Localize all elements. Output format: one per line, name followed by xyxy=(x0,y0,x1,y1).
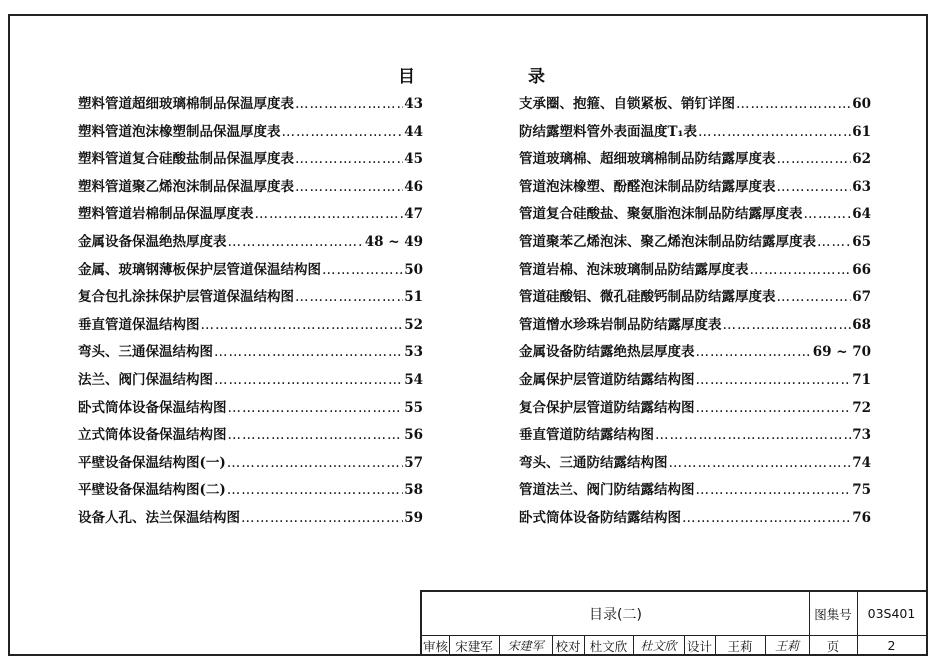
toc-entry-page: 67 xyxy=(852,289,871,306)
toc-entry-page: 47 xyxy=(404,206,423,223)
toc-entry-title: 设备人孔、法兰保温结构图 xyxy=(78,509,240,526)
toc-entry xyxy=(519,258,871,286)
toc-leader-dots xyxy=(696,344,812,360)
toc-entry-page: 54 xyxy=(404,371,423,388)
toc-entry xyxy=(78,478,423,506)
toc-leader-dots xyxy=(214,372,403,388)
toc-entry xyxy=(78,506,423,534)
toc-leader-dots xyxy=(655,427,851,443)
toc-leader-dots xyxy=(698,124,851,140)
toc-entry-title: 平壁设备保温结构图(一) xyxy=(78,454,226,471)
toc-entry-title: 管道复合硅酸盐、聚氨脂泡沫制品防结露厚度表 xyxy=(519,206,803,223)
toc-entry-page: 76 xyxy=(852,509,871,526)
toc-entry-page: 44 xyxy=(404,123,423,140)
toc-entry xyxy=(519,92,871,120)
toc-entry-title: 法兰、阀门保温结构图 xyxy=(78,371,213,388)
toc-leader-dots xyxy=(777,151,852,167)
toc-entry-title: 金属设备防结露绝热层厚度表 xyxy=(519,344,695,361)
toc-entry-title: 塑料管道岩棉制品保温厚度表 xyxy=(78,206,254,223)
toc-leader-dots xyxy=(214,344,403,360)
check-signature: 杜文欣 xyxy=(640,639,677,653)
toc-entry-title: 管道硅酸铝、微孔硅酸钙制品防结露厚度表 xyxy=(519,289,776,306)
atlas-number: 03S401 xyxy=(867,606,916,621)
toc-entry-page: 51 xyxy=(404,289,423,306)
toc-entry xyxy=(78,175,423,203)
toc-entry xyxy=(78,340,423,368)
toc-entry xyxy=(519,396,871,424)
design-label: 设计 xyxy=(686,638,712,654)
toc-leader-dots xyxy=(736,96,851,112)
toc-leader-dots xyxy=(295,96,403,112)
toc-entry-title: 垂直管道防结露结构图 xyxy=(519,427,654,444)
toc-entry-page: 65 xyxy=(852,233,871,250)
toc-leader-dots xyxy=(723,317,852,333)
toc-entry-title: 弯头、三通保温结构图 xyxy=(78,344,213,361)
toc-entry xyxy=(519,202,871,230)
toc-entry-title: 管道法兰、阀门防结露结构图 xyxy=(519,482,695,499)
toc-entry-title: 防结露塑料管外表面温度T₁表 xyxy=(519,123,697,140)
toc-entry xyxy=(519,285,871,313)
toc-leader-dots xyxy=(696,372,852,388)
toc-leader-dots xyxy=(227,482,403,498)
toc-entry-title: 复合保护层管道防结露结构图 xyxy=(519,399,695,416)
toc-entry-page: 57 xyxy=(404,454,423,471)
toc-entry xyxy=(78,202,423,230)
toc-entry xyxy=(78,368,423,396)
toc-entry-page: 62 xyxy=(852,151,871,168)
design-name: 王莉 xyxy=(727,638,753,654)
toc-entry xyxy=(78,313,423,341)
toc-entry xyxy=(519,451,871,479)
toc-entry-title: 金属设备保温绝热厚度表 xyxy=(78,233,227,250)
toc-leader-dots xyxy=(282,124,404,140)
toc-leader-dots xyxy=(241,510,403,526)
toc-leader-dots xyxy=(255,206,404,222)
toc-heading-char-2: 录 xyxy=(528,67,545,87)
toc-entry xyxy=(78,230,423,258)
toc-entry-page: 68 xyxy=(852,316,871,333)
page-number: 2 xyxy=(887,638,896,653)
toc-entry xyxy=(519,478,871,506)
review-signature: 宋建军 xyxy=(507,639,544,653)
toc-entry xyxy=(519,313,871,341)
toc-heading-char-1: 目 xyxy=(398,67,415,87)
toc-entry xyxy=(78,147,423,175)
toc-entry xyxy=(519,175,871,203)
toc-entry-page: 69 ~ 70 xyxy=(812,344,871,361)
toc-entry-page: 58 xyxy=(404,482,423,499)
toc-leader-dots xyxy=(696,400,852,416)
toc-entry-page: 60 xyxy=(852,96,871,112)
toc-leader-dots xyxy=(295,151,403,167)
toc-leader-dots xyxy=(777,179,852,195)
toc-leader-dots xyxy=(777,289,852,305)
toc-entry-title: 管道聚苯乙烯泡沫、聚乙烯泡沫制品防结露厚度表 xyxy=(519,233,816,250)
toc-entry-page: 63 xyxy=(852,178,871,195)
toc-entry-page: 64 xyxy=(852,206,871,223)
toc-entry xyxy=(519,340,871,368)
toc-entry-title: 管道玻璃棉、超细玻璃棉制品防结露厚度表 xyxy=(519,151,776,168)
title-block xyxy=(420,590,926,656)
toc-entry-page: 46 xyxy=(404,178,423,195)
toc-entry-title: 管道岩棉、泡沫玻璃制品防结露厚度表 xyxy=(519,261,749,278)
toc-entry-page: 66 xyxy=(852,261,871,278)
toc-entry xyxy=(78,120,423,148)
toc-entry-title: 金属、玻璃钢薄板保护层管道保温结构图 xyxy=(78,261,321,278)
toc-left-column xyxy=(78,92,423,534)
check-label: 校对 xyxy=(555,638,581,654)
toc-entry xyxy=(78,258,423,286)
toc-entry-page: 45 xyxy=(404,151,423,168)
toc-entry-page: 59 xyxy=(404,509,423,526)
toc-entry-title: 卧式筒体设备防结露结构图 xyxy=(519,509,681,526)
toc-entry-page: 74 xyxy=(852,454,871,471)
toc-entry-title: 卧式筒体设备保温结构图 xyxy=(78,399,227,416)
toc-entry-page: 55 xyxy=(404,399,423,416)
page-label: 页 xyxy=(826,638,840,654)
toc-entry-page: 50 xyxy=(404,261,423,278)
toc-leader-dots xyxy=(228,427,404,443)
toc-entry-title: 平壁设备保温结构图(二) xyxy=(78,482,226,499)
toc-entry-title: 塑料管道泡沫橡塑制品保温厚度表 xyxy=(78,123,281,140)
review-name: 宋建军 xyxy=(455,638,493,654)
toc-entry xyxy=(519,368,871,396)
toc-entry xyxy=(519,147,871,175)
toc-entry-page: 72 xyxy=(852,399,871,416)
toc-entry-title: 塑料管道聚乙烯泡沫制品保温厚度表 xyxy=(78,178,294,195)
toc-leader-dots xyxy=(682,510,851,526)
toc-leader-dots xyxy=(228,400,404,416)
toc-entry xyxy=(78,423,423,451)
toc-leader-dots xyxy=(669,455,852,471)
toc-leader-dots xyxy=(750,262,852,278)
toc-entry-title: 弯头、三通防结露结构图 xyxy=(519,454,668,471)
toc-leader-dots xyxy=(227,455,403,471)
design-signature: 王莉 xyxy=(774,639,799,653)
toc-entry-page: 43 xyxy=(404,96,423,112)
review-label: 审核 xyxy=(422,638,448,654)
toc-leader-dots xyxy=(201,317,404,333)
toc-entry xyxy=(78,92,423,120)
toc-entry xyxy=(78,396,423,424)
toc-entry-title: 管道泡沫橡塑、酚醛泡沫制品防结露厚度表 xyxy=(519,178,776,195)
toc-entry-page: 71 xyxy=(852,371,871,388)
toc-entry-title: 塑料管道复合硅酸盐制品保温厚度表 xyxy=(78,151,294,168)
toc-entry-page: 56 xyxy=(404,427,423,444)
toc-leader-dots xyxy=(817,234,851,250)
toc-leader-dots xyxy=(295,289,403,305)
toc-entry-page: 53 xyxy=(404,344,423,361)
toc-entry-title: 复合包扎涂抹保护层管道保温结构图 xyxy=(78,289,294,306)
toc-entry-title: 塑料管道超细玻璃棉制品保温厚度表 xyxy=(78,96,294,112)
toc-entry-page: 61 xyxy=(852,123,871,140)
toc-entry xyxy=(78,285,423,313)
toc-entry-title: 立式筒体设备保温结构图 xyxy=(78,427,227,444)
atlas-number-label: 图集号 xyxy=(814,606,852,622)
sheet-title: 目录(二) xyxy=(589,606,642,623)
toc-entry xyxy=(519,506,871,534)
toc-entry xyxy=(519,423,871,451)
toc-right-column xyxy=(519,92,871,534)
toc-entry-page: 48 ~ 49 xyxy=(364,233,423,250)
check-name: 杜文欣 xyxy=(589,638,628,654)
toc-entry xyxy=(78,451,423,479)
toc-entry-title: 支承圈、抱箍、自锁紧板、销钉详图 xyxy=(519,96,735,112)
toc-leader-dots xyxy=(804,206,852,222)
toc-leader-dots xyxy=(228,234,364,250)
toc-leader-dots xyxy=(322,262,403,278)
toc-entry xyxy=(519,230,871,258)
toc-entry-title: 管道憎水珍珠岩制品防结露厚度表 xyxy=(519,316,722,333)
toc-leader-dots xyxy=(696,482,852,498)
toc-entry-page: 52 xyxy=(404,316,423,333)
toc-entry-title: 垂直管道保温结构图 xyxy=(78,316,200,333)
toc-entry-page: 73 xyxy=(852,427,871,444)
toc-entry-page: 75 xyxy=(852,482,871,499)
toc-leader-dots xyxy=(295,179,403,195)
toc-entry-title: 金属保护层管道防结露结构图 xyxy=(519,371,695,388)
toc-entry xyxy=(519,120,871,148)
